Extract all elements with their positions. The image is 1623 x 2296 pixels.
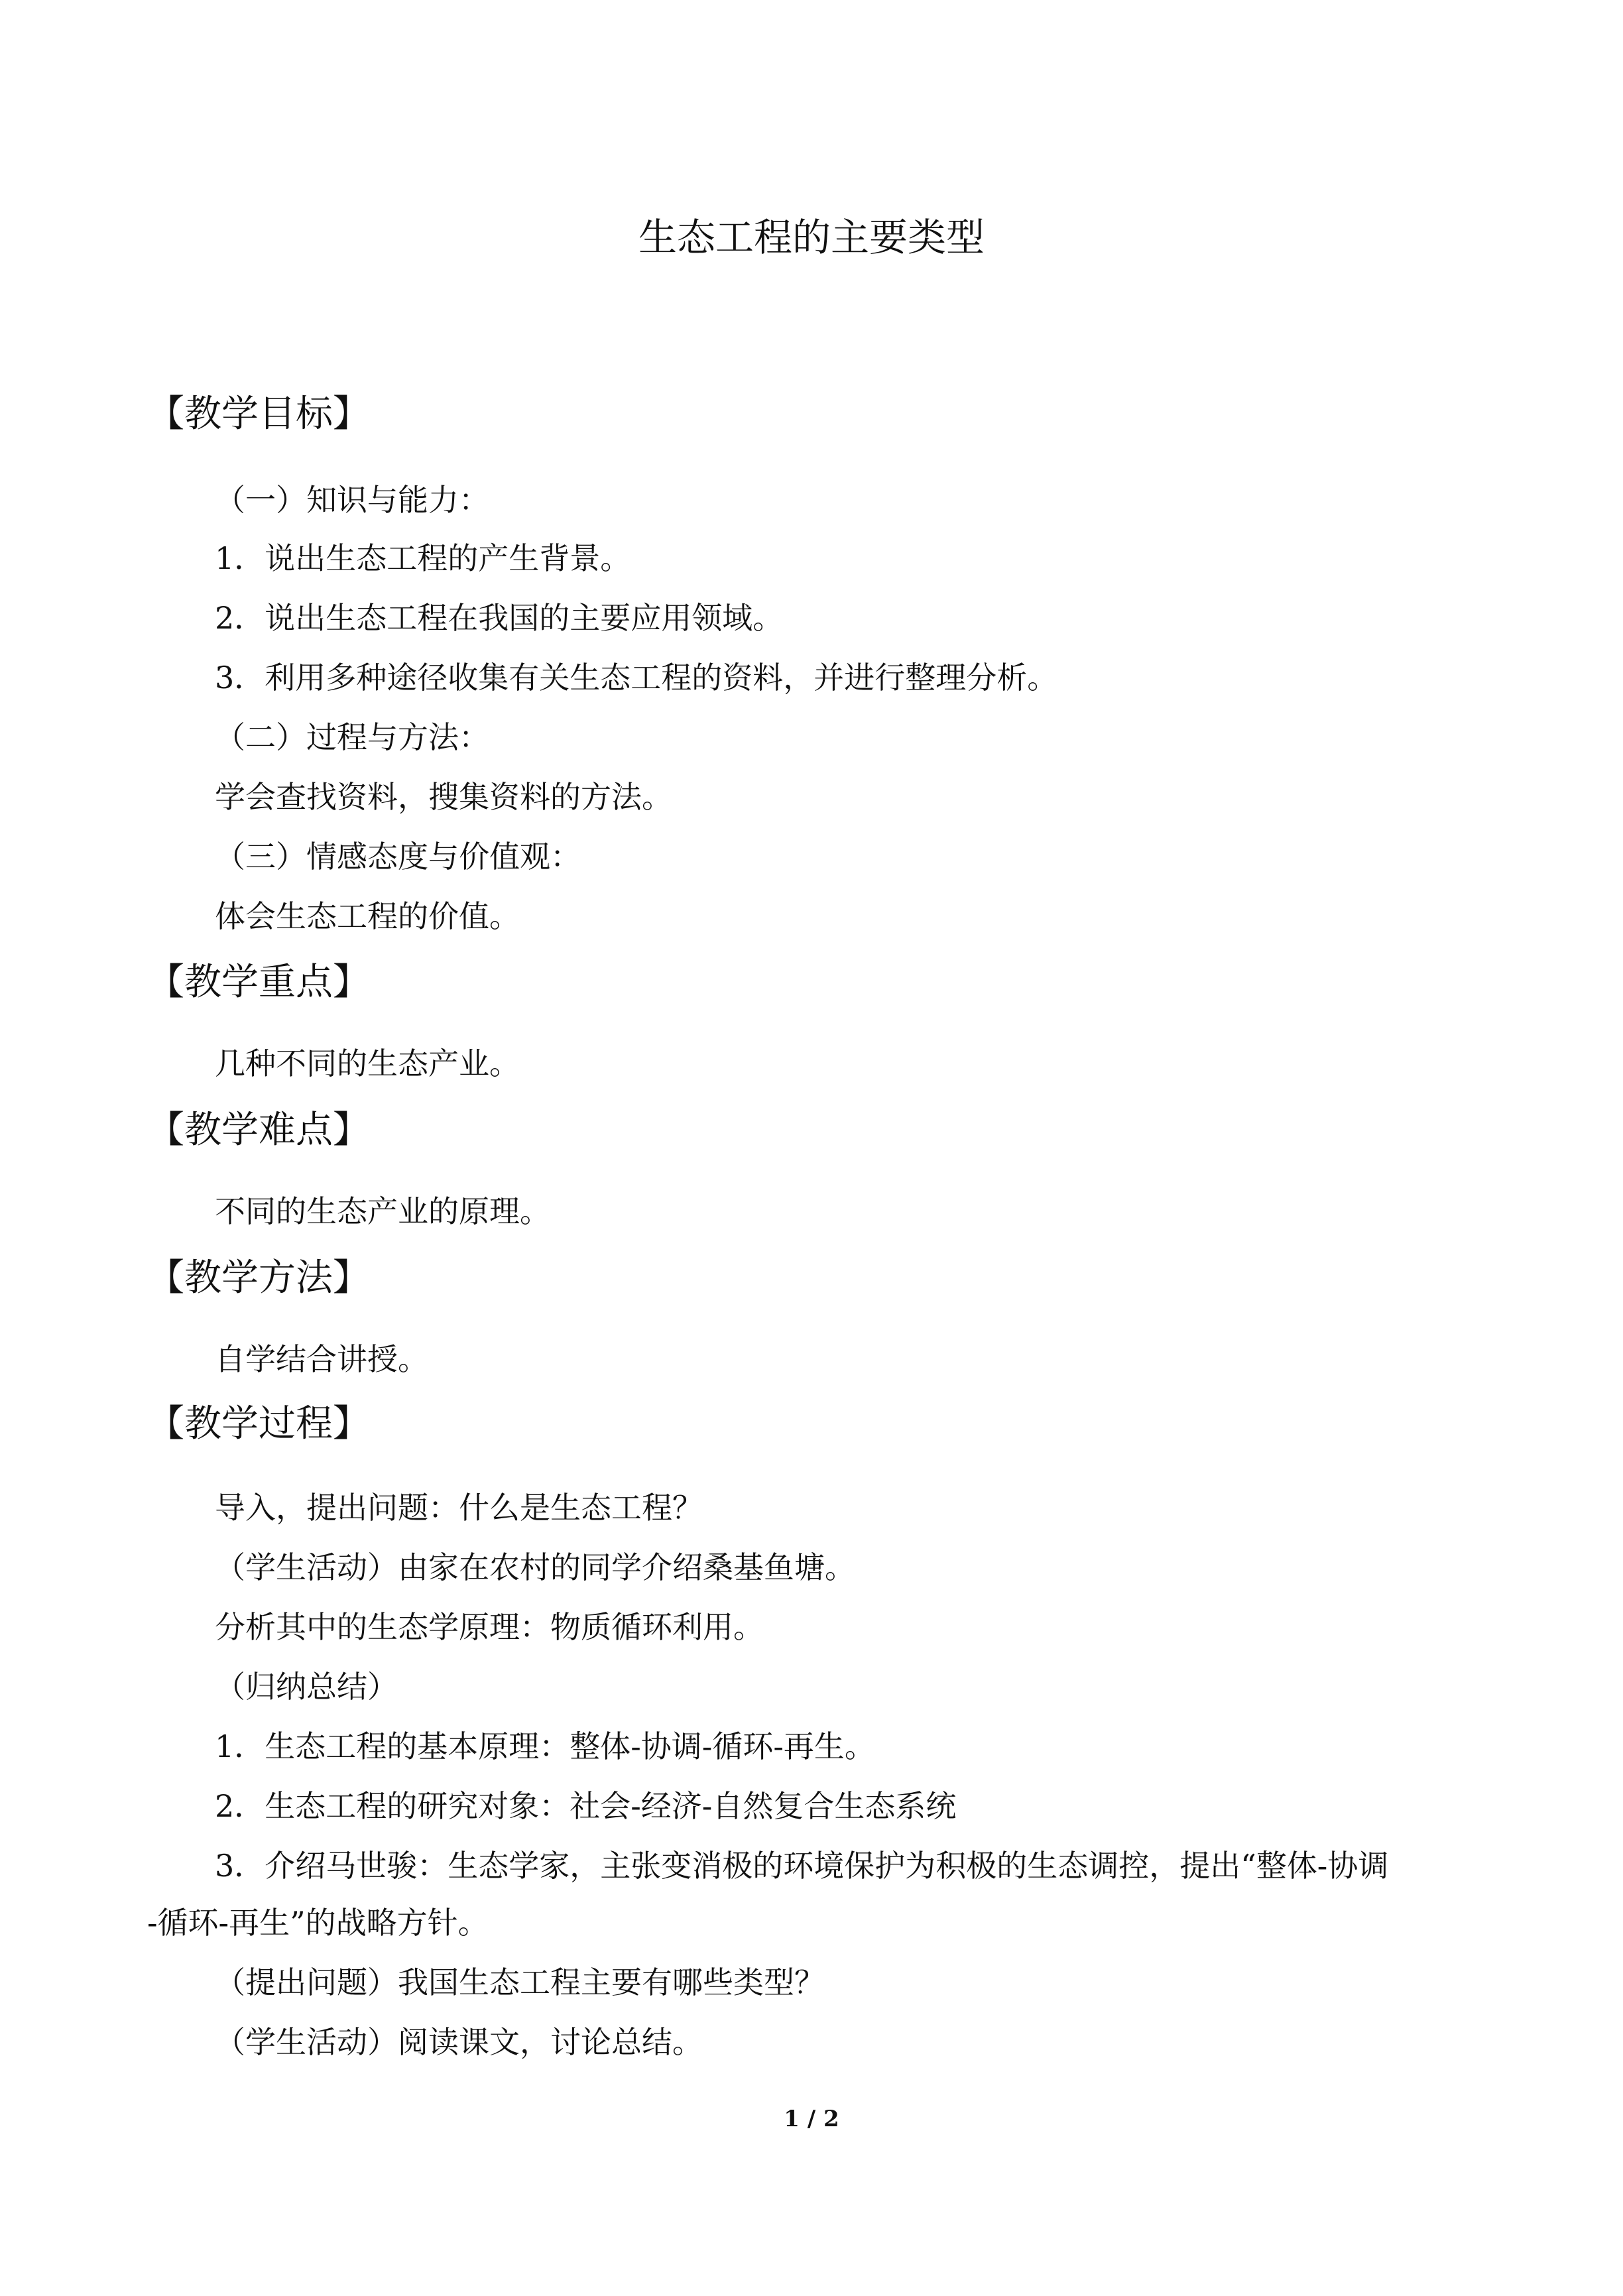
paragraph-line: （归纳总结） bbox=[215, 1669, 398, 1705]
paragraph-line: （学生活动）由家在农村的同学介绍桑基鱼塘。 bbox=[215, 1549, 855, 1585]
paragraph-line: 1．生态工程的基本原理：整体-协调-循环-再生。 bbox=[215, 1728, 875, 1764]
paragraph-line: 1．说出生态工程的产生背景。 bbox=[215, 540, 631, 576]
section-heading-methods: 【教学方法】 bbox=[147, 1256, 370, 1299]
paragraph-line: （二）过程与方法： bbox=[215, 719, 489, 755]
paragraph-line: （提出问题）我国生态工程主要有哪些类型？ bbox=[215, 1964, 825, 2000]
section-heading-goals: 【教学目标】 bbox=[147, 393, 370, 436]
document-title: 生态工程的主要类型 bbox=[638, 215, 985, 260]
paragraph-line: 体会生态工程的价值。 bbox=[215, 898, 520, 934]
paragraph-line: （一）知识与能力： bbox=[215, 482, 489, 518]
paragraph-line: 自学结合讲授。 bbox=[215, 1341, 428, 1377]
paragraph-line: 2．生态工程的研究对象：社会-经济-自然复合生态系统 bbox=[215, 1788, 957, 1824]
paragraph-line: 学会查找资料，搜集资料的方法。 bbox=[215, 779, 672, 815]
paragraph-line-continuation: -循环-再生”的战略方针。 bbox=[147, 1905, 489, 1941]
paragraph-line: 分析其中的生态学原理：物质循环利用。 bbox=[215, 1609, 764, 1645]
paragraph-line: 不同的生态产业的原理。 bbox=[215, 1193, 550, 1229]
page-number: 1 / 2 bbox=[784, 2106, 839, 2132]
paragraph-line: 导入，提出问题：什么是生态工程？ bbox=[215, 1490, 703, 1526]
paragraph-line: 几种不同的生态产业。 bbox=[215, 1046, 520, 1081]
paragraph-line: 3．利用多种途径收集有关生态工程的资料，并进行整理分析。 bbox=[215, 660, 1058, 695]
paragraph-line: （三）情感态度与价值观： bbox=[215, 839, 581, 875]
paragraph-line: 2．说出生态工程在我国的主要应用领域。 bbox=[215, 600, 784, 636]
section-heading-difficulties: 【教学难点】 bbox=[147, 1109, 370, 1152]
paragraph-line: 3．介绍马世骏：生态学家，主张变消极的环境保护为积极的生态调控，提出“整体-协调 bbox=[215, 1848, 1389, 1884]
paragraph-line: （学生活动）阅读课文，讨论总结。 bbox=[215, 2024, 703, 2060]
section-heading-process: 【教学过程】 bbox=[147, 1402, 370, 1445]
section-heading-key-points: 【教学重点】 bbox=[147, 961, 370, 1004]
